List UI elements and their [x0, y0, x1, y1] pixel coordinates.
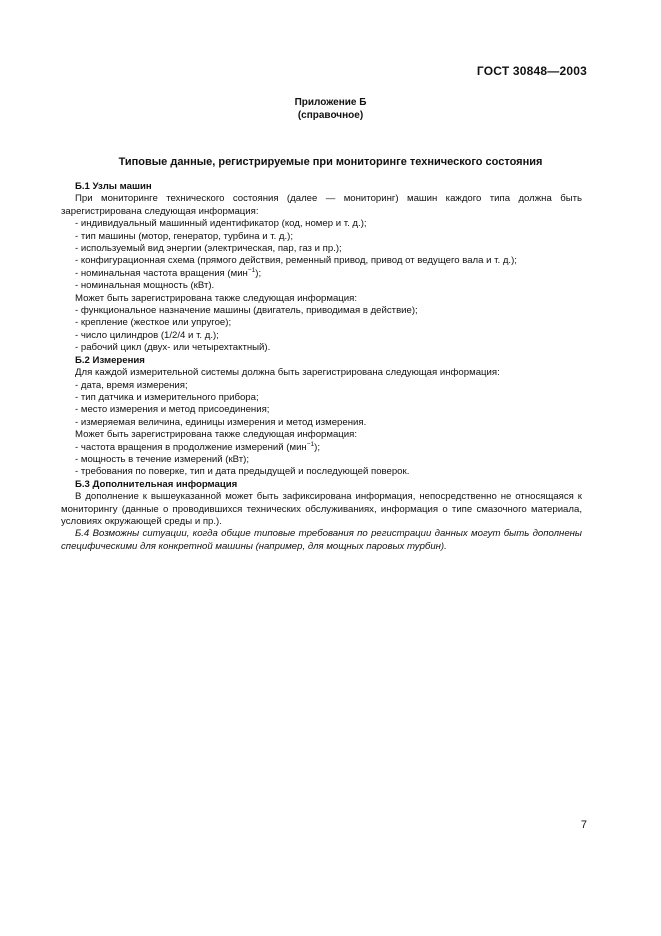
document-title: Типовые данные, регистрируемые при мониторинге технического состояния: [118, 156, 543, 168]
section-b1-intro: При мониторинге технического состояния (далее — мониторинг) машин каждого типа должна быть зарегистрирована следующая информация:: [61, 193, 582, 217]
list-item-measurement-speed: [61, 442, 582, 454]
speed-exponent: −1: [306, 440, 315, 448]
list-item: - крепление (жесткое или упругое);: [75, 317, 232, 329]
list-item: - конфигурационная схема (прямого действия, ременный привод, привод от ведущего вала и т. д.);: [75, 255, 517, 267]
list-item: - тип датчика и измерительного прибора;: [75, 391, 259, 403]
list-item: - используемый вид энергии (электрическая, пар, газ и пр.);: [75, 243, 342, 255]
page-number: 7: [580, 819, 587, 831]
list-item: - индивидуальный машинный идентификатор (код, номер и т. д.);: [75, 218, 367, 230]
section-b3-text: В дополнение к вышеуказанной может быть зафиксирована информация, непосредственно не относящаяся к мониторингу (данные о проводившихся технических обслуживаниях, информация о типе смазочного материала, условиях окружающей среды и пр.).: [61, 491, 582, 527]
list-item: - функциональное назначение машины (двигатель, приводимая в действие);: [75, 305, 418, 317]
section-b2-intro: Для каждой измерительной системы должна быть зарегистрирована следующая информация:: [75, 367, 500, 379]
list-item: - требования по поверке, тип и дата предыдущей и последующей поверок.: [75, 466, 410, 478]
list-item: - тип машины (мотор, генератор, турбина и т. д.);: [75, 230, 294, 242]
annex-title: Приложение Б: [294, 97, 367, 108]
speed-prefix: - частота вращения в продолжение измерений (мин: [75, 441, 307, 453]
speed-exponent: −1: [247, 266, 256, 274]
speed-prefix: - номинальная частота вращения (мин: [75, 267, 248, 279]
section-b1-also-intro: Может быть зарегистрирована также следующая информация:: [75, 292, 358, 304]
document-body: [61, 181, 582, 553]
note-b4: Б.4 Возможны ситуации, когда общие типовые требования по регистрации данных могут быть дополнены специфическими для конкретной машины (например, для мощных паровых турбин).: [61, 528, 582, 552]
standard-number: ГОСТ 30848—2003: [476, 64, 587, 78]
list-item: - номинальная мощность (кВт).: [75, 280, 215, 292]
annex-heading: [0, 96, 661, 122]
speed-suffix: );: [255, 267, 262, 279]
section-b2-heading: Б.2 Измерения: [75, 354, 145, 366]
section-b2-also-intro: Может быть зарегистрирована также следующая информация:: [75, 429, 358, 441]
list-item-nominal-speed: [61, 268, 582, 280]
section-b1-heading: Б.1 Узлы машин: [75, 181, 152, 192]
list-item: - мощность в течение измерений (кВт);: [75, 453, 249, 465]
list-item: - измеряемая величина, единицы измерения и метод измерения.: [75, 416, 367, 428]
section-b3-heading: Б.3 Дополнительная информация: [75, 478, 238, 490]
speed-suffix: );: [314, 441, 321, 453]
list-item: - дата, время измерения;: [75, 379, 188, 391]
list-item: - рабочий цикл (двух- или четырехтактный).: [75, 342, 271, 354]
list-item: - число цилиндров (1/2/4 и т. д.);: [75, 329, 219, 341]
list-item: - место измерения и метод присоединения;: [75, 404, 270, 416]
annex-type: (справочное): [297, 110, 364, 121]
